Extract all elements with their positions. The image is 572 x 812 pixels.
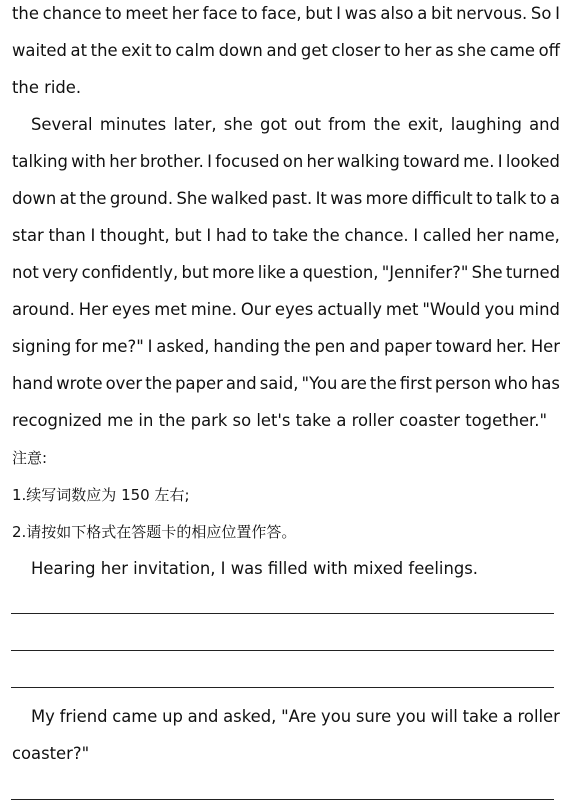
word: eyes	[274, 300, 314, 319]
word: at	[70, 41, 88, 60]
word: toward	[435, 337, 493, 356]
word: got	[260, 115, 287, 134]
word: I	[413, 226, 419, 245]
passage-line-9	[12, 299, 560, 321]
word: I	[147, 337, 153, 356]
passage-line-6	[12, 188, 560, 210]
word: and	[225, 374, 257, 393]
word: and	[187, 707, 219, 726]
word: walking	[337, 152, 400, 171]
notes-item-1: 1.续写词数应为 150 左右;	[12, 486, 190, 504]
word: to	[241, 4, 258, 23]
word: more	[365, 189, 409, 208]
word: to	[155, 41, 172, 60]
word: down	[12, 189, 57, 208]
word: "Are	[281, 707, 317, 726]
word: focused	[215, 152, 280, 171]
word: closer	[331, 41, 381, 60]
word: a	[417, 4, 428, 23]
word: to	[105, 4, 122, 23]
answer-line-4	[11, 799, 554, 800]
word: her	[171, 4, 199, 23]
word: My	[31, 707, 55, 726]
word: It	[315, 189, 327, 208]
word: the	[373, 115, 401, 134]
word: nervous.	[456, 4, 528, 23]
passage-line-2	[12, 40, 560, 62]
word: face	[202, 4, 238, 23]
word: to	[251, 226, 268, 245]
word: down	[218, 41, 263, 60]
word: bit	[431, 4, 453, 23]
word: her	[404, 41, 432, 60]
word: star	[12, 226, 44, 245]
word: Our	[240, 300, 271, 319]
word: So	[530, 4, 552, 23]
word: like	[257, 263, 286, 282]
passage-line-3: the ride.	[12, 78, 82, 97]
word: I	[555, 4, 560, 23]
word: I	[336, 4, 342, 23]
passage-line-8	[12, 262, 560, 284]
word: who	[494, 374, 528, 393]
word: I	[207, 152, 212, 171]
word: to	[384, 41, 401, 60]
passage-line-12: recognized me in the park so let's take a roller coaster together."	[12, 411, 548, 430]
word: She	[176, 189, 208, 208]
word: person	[434, 374, 492, 393]
word: the	[79, 189, 107, 208]
word: paper	[383, 337, 432, 356]
word: her.	[496, 337, 527, 356]
word: face,	[261, 4, 302, 23]
word: thought,	[100, 226, 170, 245]
word: mine.	[190, 300, 237, 319]
word: handing	[213, 337, 280, 356]
word: mind	[518, 300, 560, 319]
word: Several	[31, 115, 93, 134]
word: I	[497, 152, 503, 171]
word: but	[181, 263, 209, 282]
word: a	[289, 263, 300, 282]
word: up	[162, 707, 183, 726]
word: wrote	[56, 374, 103, 393]
word: first	[399, 374, 432, 393]
word: friend	[59, 707, 108, 726]
word: her	[109, 152, 137, 171]
word: around.	[12, 300, 75, 319]
passage-line-4	[31, 114, 560, 136]
word: laughing	[450, 115, 522, 134]
word: her	[476, 226, 504, 245]
passage-line-7	[12, 225, 560, 247]
word: chance	[42, 4, 102, 23]
word: name,	[508, 226, 560, 245]
word: chance.	[344, 226, 409, 245]
word: she	[457, 41, 487, 60]
notes-item-2: 2.请按如下格式在答题卡的相应位置作答。	[12, 523, 297, 541]
passage-line-10	[12, 336, 560, 358]
word: asked,	[223, 707, 277, 726]
word: She	[471, 263, 503, 282]
word: "Jennifer?"	[381, 263, 469, 282]
word: get	[300, 41, 328, 60]
word: came	[489, 41, 535, 60]
word: talking	[12, 152, 68, 171]
word: met	[154, 300, 187, 319]
answer-line-1	[11, 613, 554, 614]
word: Her	[78, 300, 108, 319]
word: you	[395, 707, 427, 726]
word: also	[380, 4, 414, 23]
word: I	[90, 226, 96, 245]
word: calm	[175, 41, 215, 60]
word: to	[529, 189, 547, 208]
answer-line-3	[11, 687, 554, 688]
word: a	[502, 707, 513, 726]
word: eyes	[111, 300, 151, 319]
word: has	[531, 374, 560, 393]
word: question,	[302, 263, 379, 282]
word: but	[174, 226, 202, 245]
answer-line-2	[11, 650, 554, 651]
word: are	[340, 374, 367, 393]
word: you	[321, 707, 352, 726]
word: waited	[12, 41, 67, 60]
word: past.	[271, 189, 313, 208]
word: but	[305, 4, 333, 23]
word: the	[312, 226, 340, 245]
word: very	[42, 263, 79, 282]
word: hand	[12, 374, 54, 393]
word: the	[12, 4, 39, 23]
word: to	[476, 189, 493, 208]
paragraph-2-opening-line-2: coaster?"	[12, 744, 90, 763]
word: Her	[530, 337, 560, 356]
word: more	[211, 263, 255, 282]
word: turned	[505, 263, 560, 282]
paragraph-2-opening-line-1	[31, 706, 560, 728]
word: with	[71, 152, 106, 171]
word: minutes	[99, 115, 167, 134]
passage-line-1	[12, 3, 560, 25]
word: the	[369, 374, 397, 393]
word: she	[223, 115, 253, 134]
word: than	[48, 226, 86, 245]
word: you	[484, 300, 515, 319]
word: actually	[317, 300, 382, 319]
word: exit	[121, 41, 152, 60]
word: came	[112, 707, 158, 726]
word: was	[344, 4, 377, 23]
word: her	[306, 152, 334, 171]
word: I	[206, 226, 212, 245]
word: confidently,	[81, 263, 179, 282]
word: out	[294, 115, 321, 134]
word: said,	[259, 374, 299, 393]
word: me.	[463, 152, 495, 171]
word: the	[90, 41, 118, 60]
word: paper	[175, 374, 223, 393]
word: ground.	[109, 189, 174, 208]
word: "Would	[422, 300, 481, 319]
word: sure	[355, 707, 392, 726]
word: take	[272, 226, 309, 245]
word: looked	[505, 152, 560, 171]
word: had	[215, 226, 247, 245]
word: called	[422, 226, 472, 245]
word: and	[266, 41, 298, 60]
word: met	[385, 300, 419, 319]
word: "You	[301, 374, 338, 393]
word: not	[12, 263, 39, 282]
word: walked	[210, 189, 269, 208]
word: at	[59, 189, 77, 208]
word: toward	[403, 152, 460, 171]
word: was	[330, 189, 363, 208]
word: the	[283, 337, 311, 356]
notes-heading: 注意:	[12, 449, 48, 467]
word: pen	[314, 337, 346, 356]
word: exit,	[407, 115, 444, 134]
word: talk	[496, 189, 527, 208]
word: a	[549, 189, 560, 208]
word: later,	[173, 115, 217, 134]
word: difficult	[411, 189, 473, 208]
word: on	[282, 152, 304, 171]
word: and	[529, 115, 560, 134]
word: roller	[517, 707, 560, 726]
word: for	[75, 337, 98, 356]
word: take	[462, 707, 499, 726]
word: signing	[12, 337, 72, 356]
passage-line-11	[12, 373, 560, 395]
word: from	[328, 115, 367, 134]
word: asked,	[156, 337, 210, 356]
word: brother.	[139, 152, 204, 171]
passage-line-5	[12, 151, 560, 173]
word: will	[430, 707, 458, 726]
word: meet	[125, 4, 168, 23]
word: me?"	[101, 337, 144, 356]
word: the	[145, 374, 173, 393]
word: and	[349, 337, 381, 356]
word: as	[435, 41, 454, 60]
word: over	[105, 374, 143, 393]
paragraph-1-opening: Hearing her invitation, I was filled with mixed feelings.	[31, 559, 479, 578]
word: off	[538, 41, 560, 60]
